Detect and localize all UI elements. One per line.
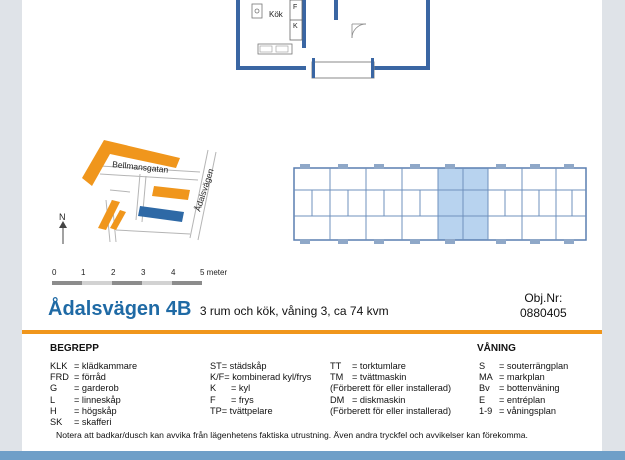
- legend-value: = förråd: [74, 372, 106, 383]
- legend-value: (Förberett för eller installerad): [330, 405, 452, 416]
- legend-item: [330, 372, 451, 383]
- legend-column-4: [479, 361, 568, 417]
- scale-tick-3: 3: [141, 268, 146, 277]
- divider: [22, 330, 602, 334]
- legend-item: [210, 372, 311, 383]
- legend-item: [210, 395, 311, 406]
- legend-key: K: [210, 383, 217, 394]
- legend-column-1: [50, 361, 137, 428]
- legend-item: [50, 417, 137, 428]
- legend-item: [479, 383, 568, 394]
- north-label: N: [59, 212, 66, 222]
- legend-item: [50, 361, 137, 372]
- legend-key: TM: [330, 372, 344, 383]
- object-number-label: Obj.Nr:: [524, 291, 563, 305]
- legend-item: [50, 383, 137, 394]
- legend-key: S: [479, 361, 486, 371]
- legend-value: = kombinerad kyl/frys: [224, 372, 312, 383]
- legend-key: TP: [210, 405, 222, 416]
- object-number-value: 0880405: [520, 306, 567, 320]
- scale-bar: [52, 268, 232, 288]
- legend-key: 1-9: [479, 405, 493, 416]
- legend-key: FRD: [50, 372, 69, 383]
- page-title: [48, 298, 389, 321]
- legend-key: E: [479, 394, 486, 405]
- building-adalsvagen-4b: [138, 206, 184, 222]
- legend-key: SK: [50, 416, 63, 427]
- appliance-label-k: K: [293, 23, 298, 30]
- legend-value: = klädkammare: [74, 361, 138, 371]
- legend-key: H: [50, 405, 57, 416]
- legend-item: [330, 395, 451, 406]
- scale-tick-4: 4: [171, 268, 176, 277]
- legend-key: ST: [210, 361, 222, 371]
- legend-key: K/F: [210, 372, 225, 383]
- legend-value: = torktumlare: [352, 361, 406, 371]
- legend-value: (Förberett för eller installerad): [330, 383, 452, 394]
- legend-value: = bottenväning: [499, 383, 560, 394]
- legend-item: [330, 383, 451, 394]
- legend-key: Bv: [479, 383, 490, 394]
- legend-value: = högskåp: [74, 405, 117, 416]
- legend-value: = tvättmaskin: [352, 372, 407, 383]
- legend-item: [479, 372, 568, 383]
- legend-item: [479, 406, 568, 417]
- legend-key: DM: [330, 394, 345, 405]
- apartment-description: 3 rum och kök, våning 3, ca 74 kvm: [199, 304, 389, 318]
- legend-value: = garderob: [74, 383, 119, 394]
- scale-tick-1: 1: [81, 268, 86, 277]
- address-title: Ådalsvägen 4B: [48, 298, 192, 320]
- legend-title-begrepp: BEGREPP: [50, 343, 99, 354]
- legend-item: [210, 383, 311, 394]
- legend-item: [210, 361, 311, 372]
- legend-value: = markplan: [499, 372, 545, 383]
- appliance-label-f: F: [293, 4, 298, 11]
- legend-value: = städskåp: [221, 361, 267, 371]
- legend-column-3: [330, 361, 451, 417]
- footer-bar: [0, 451, 625, 460]
- legend-item: [50, 395, 137, 406]
- legend-value: = diskmaskin: [352, 394, 406, 405]
- legend-value: = tvättpelare: [221, 405, 273, 416]
- legend-item: [210, 406, 311, 417]
- north-arrow-icon: [59, 221, 67, 244]
- legend-value: = våningsplan: [499, 405, 556, 416]
- legend-key: G: [50, 383, 58, 394]
- legend-item: [50, 372, 137, 383]
- object-number-block: [520, 291, 567, 321]
- street-label-adalsvagen: Ådalsvägen: [192, 167, 216, 213]
- legend-item: [479, 361, 568, 372]
- legend-value: = frys: [231, 394, 254, 405]
- floorplan-sheet: [22, 0, 602, 460]
- legend-column-2: [210, 361, 311, 417]
- legend-key: MA: [479, 372, 493, 383]
- legend-item: [330, 361, 451, 372]
- disclaimer-note: Notera att badkar/dusch kan avvika från lägenhetens faktiska utrustning. Även andra tryckfel och avvikelser kan förekomma.: [56, 430, 528, 440]
- scale-tick-5: 5 meter: [200, 268, 228, 277]
- legend-key: TT: [330, 361, 342, 371]
- legend-value: = skafferi: [74, 416, 112, 427]
- legend-item: [479, 395, 568, 406]
- room-label-kok: Kök: [269, 10, 283, 19]
- legend-key: F: [210, 394, 216, 405]
- site-map: [40, 130, 220, 248]
- legend-key: L: [50, 394, 56, 405]
- legend-title-vaning: VÅNING: [477, 343, 516, 354]
- building-floor-overview: [290, 160, 590, 248]
- building-orange-middle: [152, 186, 190, 200]
- legend-item: [330, 406, 451, 417]
- street-label-bellmansgatan: Bellmansgatan: [111, 159, 169, 175]
- legend-key: KLK: [50, 361, 68, 371]
- scale-tick-0: 0: [52, 268, 57, 277]
- legend-item: [50, 406, 137, 417]
- legend-value: = entréplan: [499, 394, 546, 405]
- legend-value: = kyl: [231, 383, 251, 394]
- apartment-floor-plan: [232, 0, 432, 82]
- legend-value: = souterrängplan: [499, 361, 569, 371]
- legend-value: = linneskåp: [74, 394, 121, 405]
- scale-tick-2: 2: [111, 268, 116, 277]
